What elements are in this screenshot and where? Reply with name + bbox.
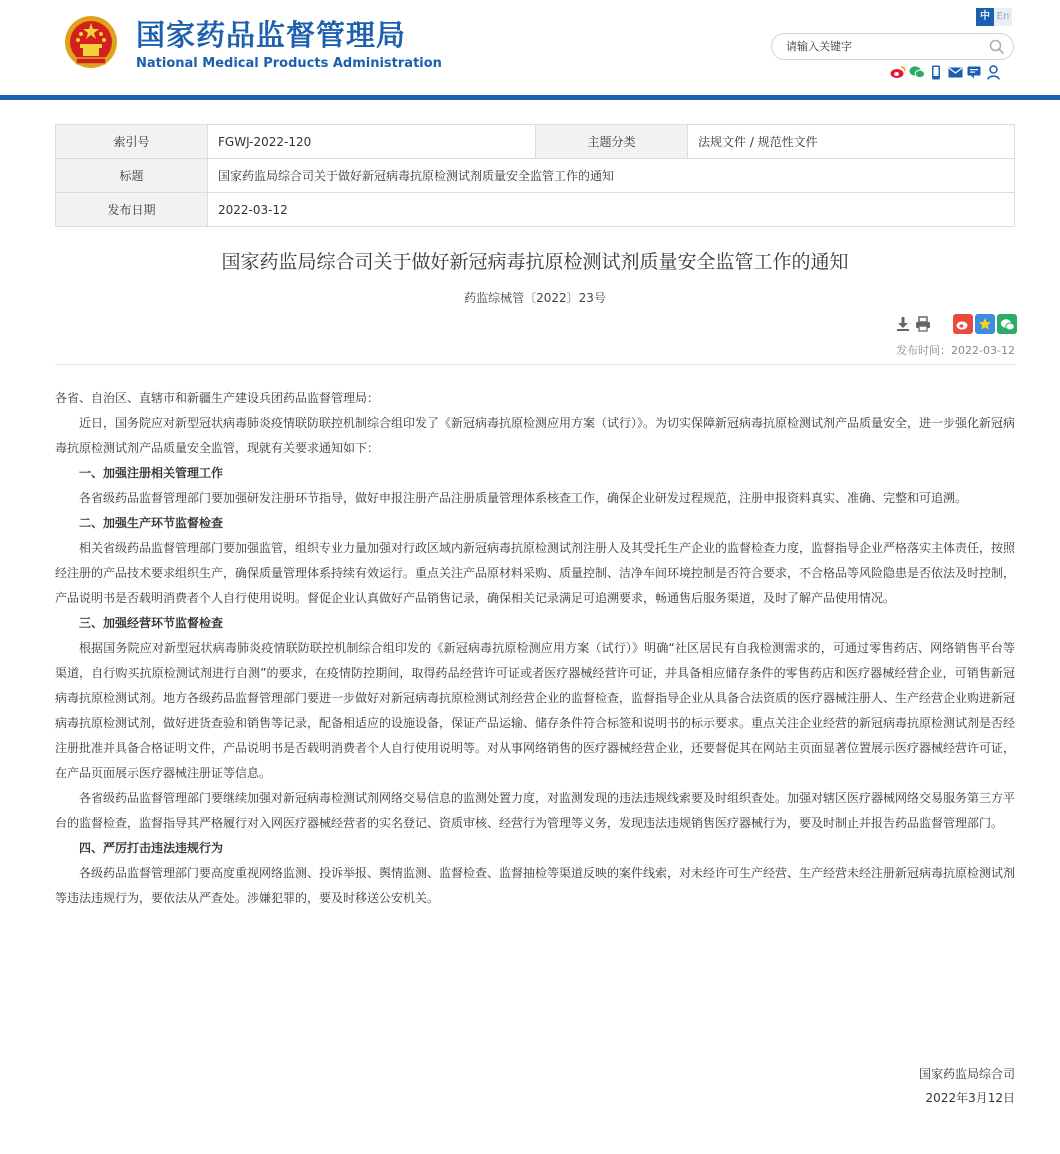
download-icon[interactable] — [893, 314, 913, 334]
weibo-icon[interactable] — [890, 63, 906, 81]
mobile-icon[interactable] — [928, 63, 944, 81]
intro-paragraph: 近日，国务院应对新型冠状病毒肺炎疫情联防联控机制综合组印发了《新冠病毒抗原检测应用方案（试行）》。为切实保障新冠病毒抗原检测试剂产品质量安全，进一步强化新冠病毒抗原检测试剂产品质量安全监管，现就有关要求通知如下： — [55, 416, 1016, 455]
share-links — [890, 63, 1001, 81]
mail-icon[interactable] — [947, 63, 963, 81]
search-input[interactable] — [786, 37, 986, 56]
signer: 国家药监局综合司 — [918, 1067, 1015, 1081]
user-icon[interactable] — [985, 63, 1001, 81]
category-label: 主题分类 — [536, 125, 688, 159]
section-paragraph: 相关省级药品监督管理部门要加强监管，组织专业力量加强对行政区域内新冠病毒抗原检测试剂注册人及其受托生产企业的监督检查力度，监督指导企业严格落实主体责任，按照经注册的产品技术要求组织生产，确保质量管理体系持续有效运行。重点关注产品原材料采购、质量控制、洁净车间环境控制是否符合要求，不合格品等风险隐患是否依法及时控制，产品说明书是否载明消费者个人自行使用说明。督促企业认真做好产品销售记录，确保相关记录满足可追溯要求，畅通售后服务渠道，及时了解产品使用情况。 — [55, 541, 1016, 605]
index-label: 索引号 — [56, 125, 208, 159]
publish-time: 发布时间：2022-03-12 — [896, 344, 1015, 357]
feedback-icon[interactable] — [966, 63, 982, 81]
share-weibo-icon[interactable] — [953, 314, 973, 334]
signature-block — [55, 1062, 1015, 1110]
document-number: 药监综械管〔2022〕23号 — [464, 291, 606, 305]
section-paragraph: 各级药品监督管理部门要高度重视网络监测、投诉举报、舆情监测、监督检查、监督抽检等渠道反映的案件线索，对未经许可生产经营、生产经营未经注册新冠病毒抗原检测试剂等违法违规行为，要依法从严查处。涉嫌犯罪的，要及时移送公安机关。 — [55, 866, 1016, 905]
index-value: FGWJ-2022-120 — [208, 125, 536, 159]
salutation: 各省、自治区、直辖市和新疆生产建设兵团药品监督管理局： — [55, 391, 380, 405]
section-heading: 二、加强生产环节监督检查 — [79, 516, 224, 530]
section-heading: 四、严厉打击违法违规行为 — [79, 841, 224, 855]
share-wechat-icon[interactable] — [997, 314, 1017, 334]
wechat-icon[interactable] — [909, 63, 925, 81]
site-logo-en[interactable]: National Medical Products Administration — [136, 56, 442, 71]
meta-row — [56, 193, 1015, 227]
section-heading: 一、加强注册相关管理工作 — [79, 466, 224, 480]
search-box — [771, 33, 1014, 60]
section-paragraph: 各省级药品监督管理部门要加强研发注册环节指导，做好申报注册产品注册质量管理体系核查工作，确保企业研发过程规范，注册申报资料真实、准确、完整和可追溯。 — [79, 491, 968, 505]
print-icon[interactable] — [913, 314, 933, 334]
section-paragraph: 各省级药品监督管理部门要继续加强对新冠病毒检测试剂网络交易信息的监测处置力度，对监测发现的违法违规线索要及时组织查处。加强对辖区医疗器械网络交易服务第三方平台的监督检查，监督指导其严格履行对入网医疗器械经营者的实名登记、资质审核、经营行为管理等义务，发现违法违规销售医疗器械行为，要及时制止并报告药品监督管理部门。 — [55, 791, 1016, 830]
national-emblem-icon — [62, 14, 120, 72]
language-switch — [976, 8, 1012, 26]
site-logo-cn[interactable]: 国家药品监督管理局 — [136, 18, 407, 52]
document-meta-table — [55, 124, 1015, 227]
article-tools — [893, 314, 1017, 334]
title-label: 标题 — [56, 159, 208, 193]
section-paragraph: 根据国务院应对新型冠状病毒肺炎疫情联防联控机制综合组印发的《新冠病毒抗原检测应用方案（试行）》明确“社区居民有自我检测需求的，可通过零售药店、网络销售平台等渠道，自行购买抗原检测试剂进行自测”的要求，在疫情防控期间，取得药品经营许可证或者医疗器械经营许可证，并具备相应储存条件的零售药店和医疗器械经营企业，可销售新冠病毒抗原检测试剂。地方各级药品监督管理部门要进一步做好对新冠病毒抗原检测试剂经营企业的监督检查，监督指导企业从具备合法资质的医疗器械注册人、生产经营企业购进新冠病毒抗原检测试剂，做好进货查验和销售等记录，配备相适应的设施设备，保证产品运输、储存条件符合标签和说明书的标示要求。重点关注企业经营的新冠病毒抗原检测试剂是否经注册批准并具备合格证明文件，产品说明书是否载明消费者个人自行使用说明等。对从事网络销售的医疗器械经营企业，还要督促其在网站主页面显著位置展示医疗器械经营许可证，在产品页面展示医疗器械注册证等信息。 — [55, 641, 1016, 780]
lang-en-button[interactable]: En — [994, 8, 1012, 26]
article-body — [55, 386, 1015, 911]
title-value: 国家药监局综合司关于做好新冠病毒抗原检测试剂质量安全监管工作的通知 — [208, 159, 1015, 193]
section-heading: 三、加强经营环节监督检查 — [79, 616, 224, 630]
lang-cn-button[interactable]: 中 — [976, 8, 994, 26]
date-value: 2022-03-12 — [208, 193, 1015, 227]
article-title: 国家药监局综合司关于做好新冠病毒抗原检测试剂质量安全监管工作的通知 — [221, 251, 849, 273]
sign-date: 2022年3月12日 — [925, 1091, 1015, 1105]
search-icon[interactable] — [989, 39, 1005, 55]
share-favorite-icon[interactable] — [975, 314, 995, 334]
category-value: 法规文件 / 规范性文件 — [688, 125, 1015, 159]
date-label: 发布日期 — [56, 193, 208, 227]
meta-row — [56, 159, 1015, 193]
header-divider — [0, 95, 1060, 100]
content-divider — [55, 364, 1015, 365]
site-header — [0, 0, 1060, 100]
meta-row — [56, 125, 1015, 159]
